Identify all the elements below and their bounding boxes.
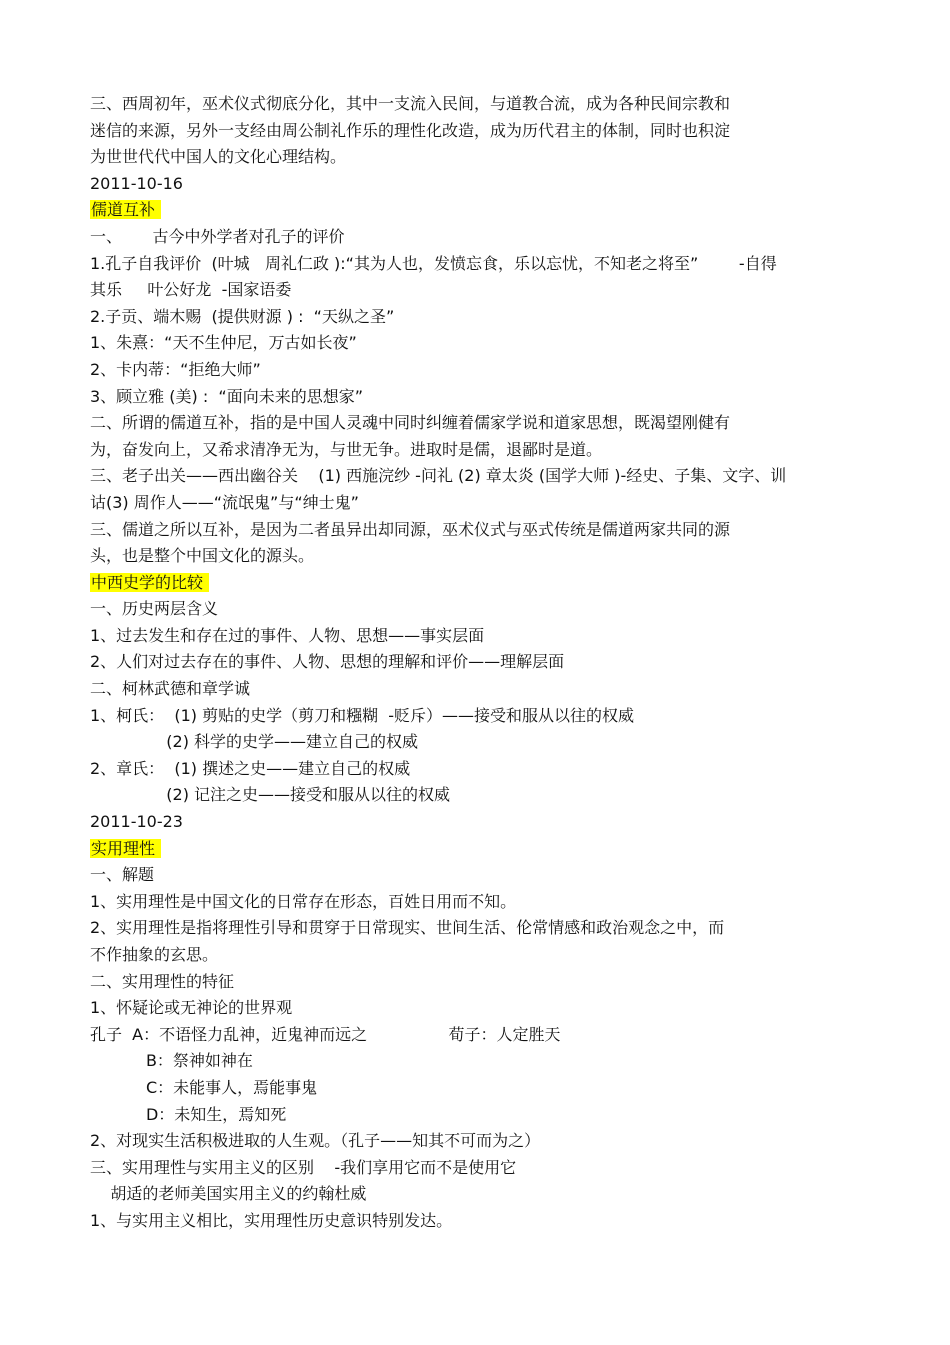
text-line: 1.孔子自我评价 (叶城 周礼仁政 ):“其为人也，发愤忘食，乐以忘忧，不知老之将至” -自得 (90, 253, 777, 273)
text-line: 孔子 A：不语怪力乱神，近鬼神而远之 荀子：人定胜天 (90, 1024, 561, 1044)
text-line: 迷信的来源，另外一支经由周公制礼作乐的理性化改造，成为历代君主的体制，同时也积淀 (90, 120, 731, 140)
text-line: 1、实用理性是中国文化的日常存在形态，百姓日用而不知。 (90, 891, 517, 911)
text-line: 2、实用理性是指将理性引导和贯穿于日常现实、世间生活、伦常情感和政治观念之中，而 (90, 918, 725, 938)
text-line: B：祭神如神在 (90, 1051, 253, 1071)
text-line: D：未知生，焉知死 (90, 1104, 287, 1124)
text-line: 诂(3) 周作人——“流氓鬼”与“绅士鬼” (90, 492, 359, 512)
date-line: 2011-10-23 (90, 812, 183, 832)
text-line: (2) 科学的史学——建立自己的权威 (90, 732, 419, 752)
section-heading-line (90, 570, 870, 597)
text-line: 1、朱熹：“天不生仲尼，万古如长夜” (90, 333, 357, 353)
text-line: 头，也是整个中国文化的源头。 (90, 546, 315, 566)
text-line: 2、人们对过去存在的事件、人物、思想的理解和评价——理解层面 (90, 652, 565, 672)
text-line: 2、章氏： (1) 撰述之史——建立自己的权威 (90, 758, 411, 778)
text-line: 2、对现实生活积极进取的人生观。（孔子——知其不可而为之） (90, 1131, 541, 1151)
text-line: 胡适的老师美国实用主义的约翰杜威 (90, 1184, 367, 1204)
section-heading: 实用理性 (90, 839, 161, 858)
text-line: 2、卡内蒂：“拒绝大师” (90, 359, 261, 379)
text-line: 二、所谓的儒道互补，指的是中国人灵魂中同时纠缠着儒家学说和道家思想，既渴望刚健有 (90, 413, 731, 433)
text-line: 1、怀疑论或无神论的世界观 (90, 998, 293, 1018)
text-line: (2) 记注之史——接受和服从以往的权威 (90, 785, 451, 805)
text-line: 三、儒道之所以互补，是因为二者虽异出却同源，巫术仪式与巫式传统是儒道两家共同的源 (90, 519, 731, 539)
section-heading: 儒道互补 (90, 200, 161, 219)
text-line: 1、柯氏： (1) 剪贴的史学（剪刀和糨糊 -贬斥）——接受和服从以往的权威 (90, 705, 635, 725)
text-line: 为，奋发向上，又希求清净无为，与世无争。进取时是儒，退鄙时是道。 (90, 439, 603, 459)
text-line: 1、与实用主义相比，实用理性历史意识特别发达。 (90, 1210, 453, 1230)
date-line: 2011-10-16 (90, 173, 183, 193)
section-heading: 中西史学的比较 (90, 573, 209, 592)
text-line: 1、过去发生和存在过的事件、人物、思想——事实层面 (90, 625, 485, 645)
text-line: 不作抽象的玄思。 (90, 945, 219, 964)
text-line: 3、顾立雅 (美) : “面向未来的思想家” (90, 386, 363, 406)
section-heading-line (90, 836, 870, 863)
text-line: 三、实用理性与实用主义的区别 -我们享用它而不是使用它 (90, 1157, 517, 1177)
text-line: 一、解题 (90, 865, 155, 885)
text-line: 为世世代代中国人的文化心理结构。 (90, 147, 347, 167)
text-line: C：未能事人，焉能事鬼 (90, 1077, 318, 1097)
text-line: 三、西周初年，巫术仪式彻底分化，其中一支流入民间，与道教合流，成为各种民间宗教和 (90, 94, 731, 113)
section-heading-line (90, 197, 870, 224)
text-line: 三、老子出关——西出幽谷关 (1) 西施浣纱 -问礼 (2) 章太炎 (国学大师 )-经史、子集、文字、训 (90, 466, 787, 486)
text-line: 2.子贡、端木赐 (提供财源 ) : “天纵之圣” (90, 306, 395, 326)
text-line: 一、 古今中外学者对孔子的评价 (90, 226, 345, 246)
text-line: 二、柯林武德和章学诚 (90, 679, 251, 699)
document-page (90, 91, 870, 1235)
text-line: 二、实用理性的特征 (90, 971, 235, 991)
text-line: 其乐 叶公好龙 -国家语委 (90, 280, 292, 300)
text-line: 一、历史两层含义 (90, 599, 219, 619)
